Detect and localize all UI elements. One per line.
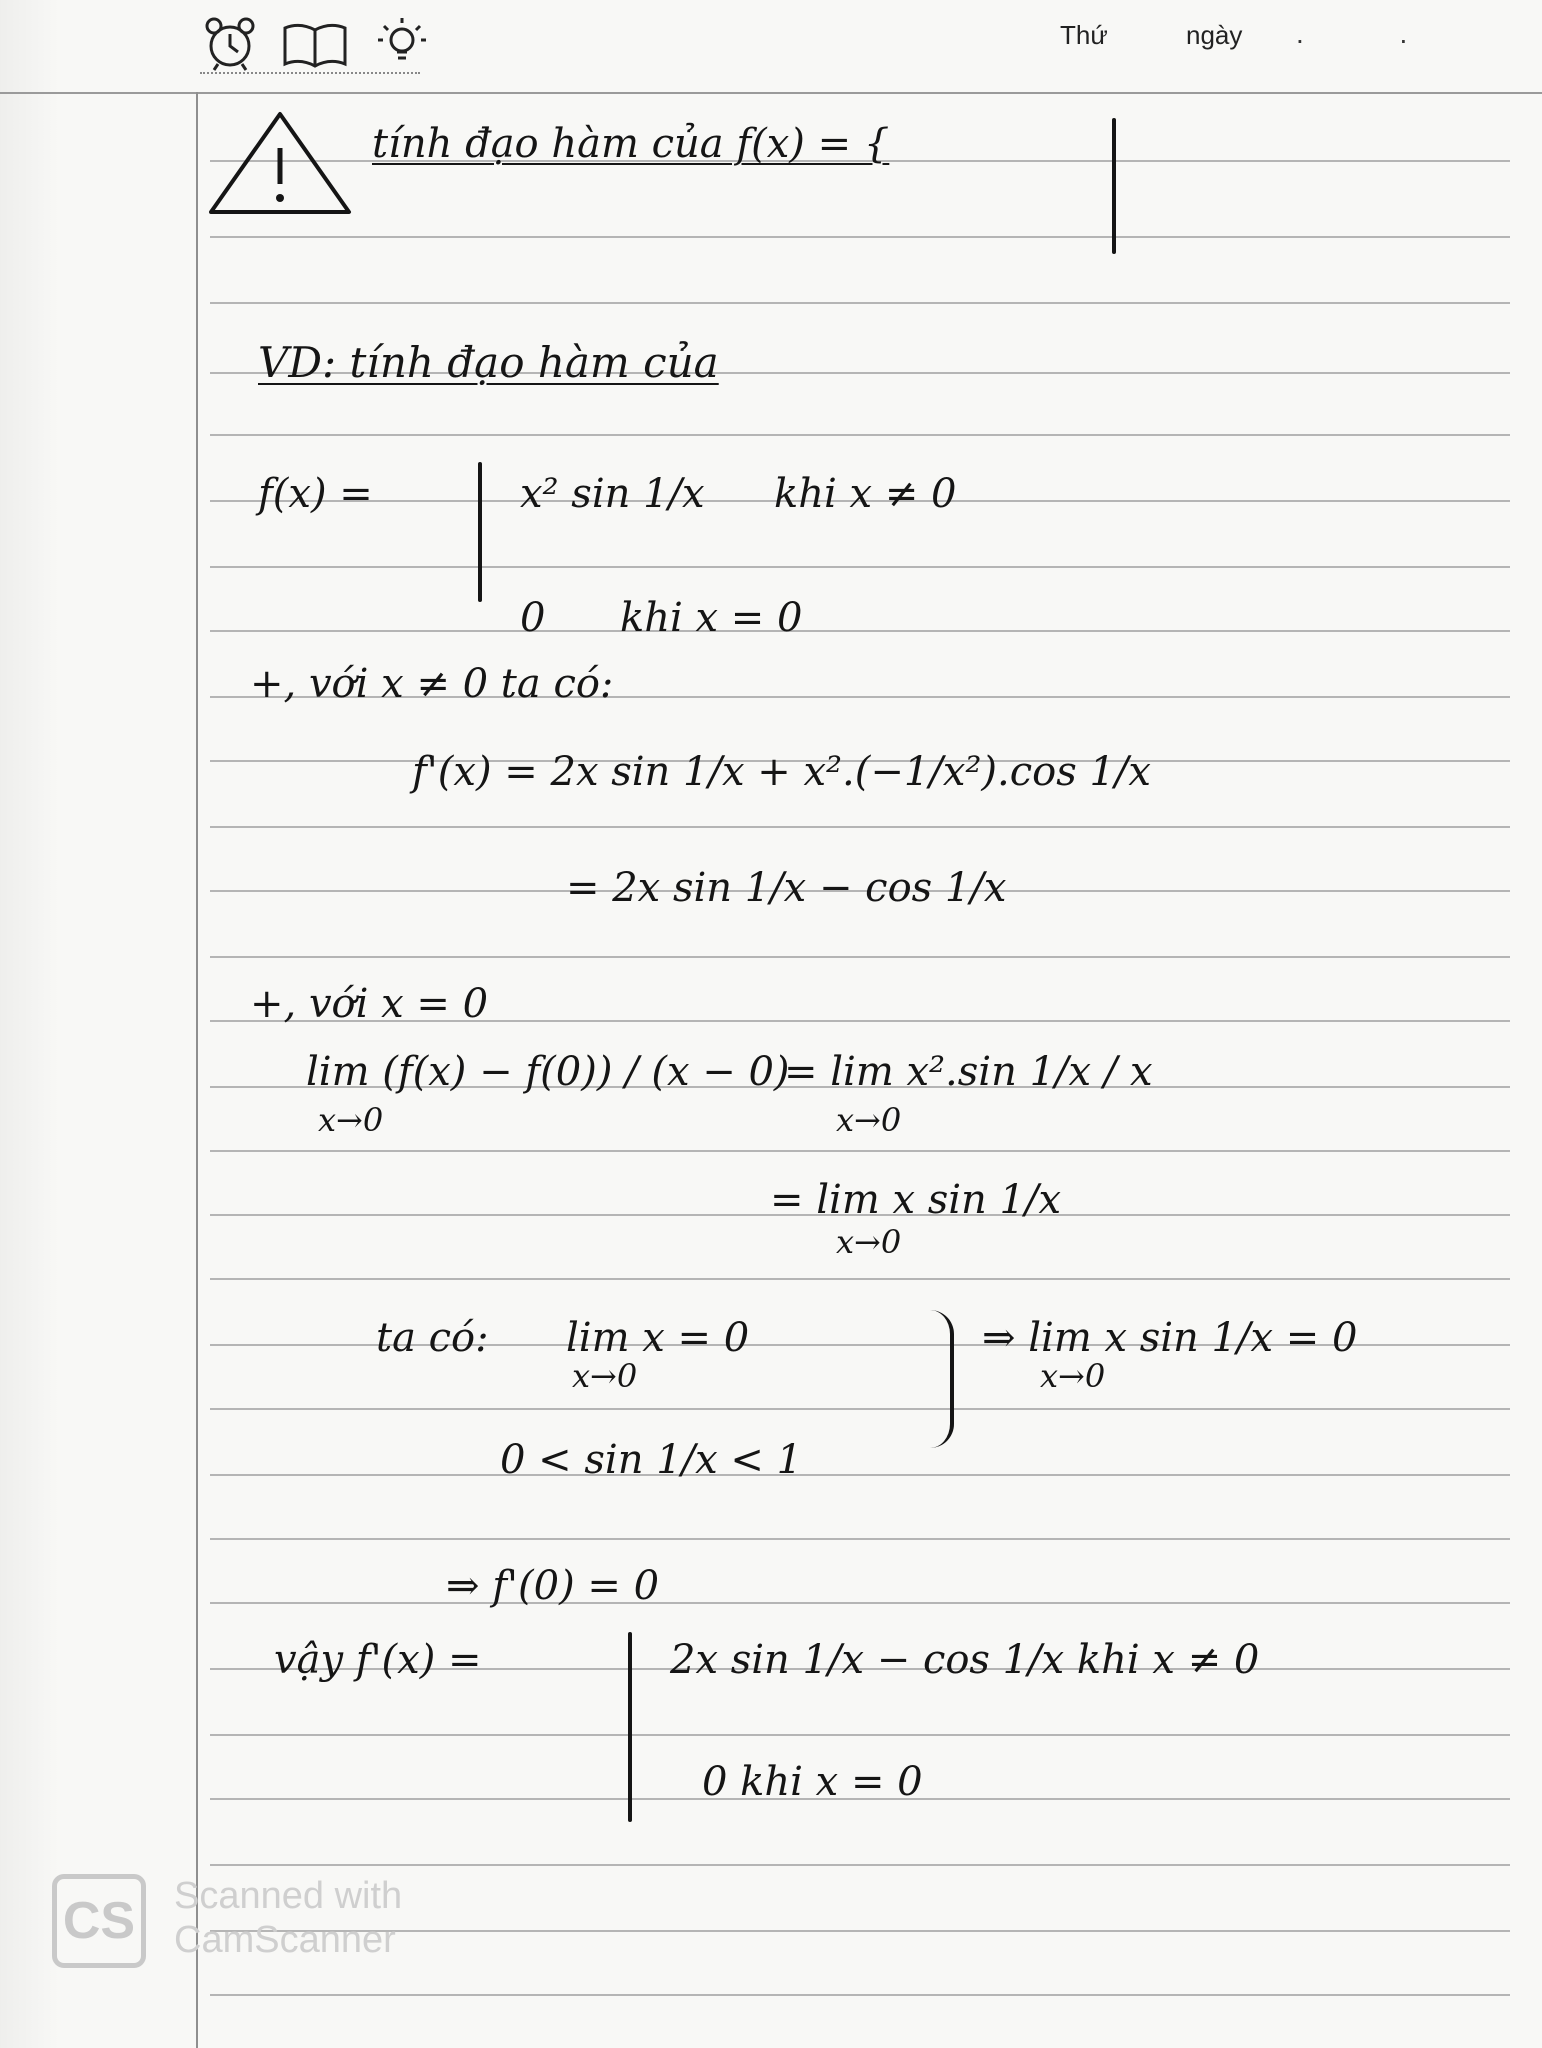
limit-lhs-sub: x→0 (318, 1101, 384, 1139)
lim-x-zero: lim x = 0 (566, 1315, 750, 1361)
alarm-clock-icon (200, 14, 260, 72)
camscanner-watermark (52, 1870, 452, 1980)
conclusion-case-2: 0 khi x = 0 (702, 1759, 923, 1805)
warning-triangle-icon (205, 108, 355, 218)
fx-brace (478, 462, 482, 602)
ruled-line (210, 566, 1510, 568)
ruled-line (210, 956, 1510, 958)
step2-text: +, với x = 0 (250, 981, 489, 1027)
ruled-line (210, 1408, 1510, 1410)
limit-rhs: = lim x².sin 1/x / x (784, 1049, 1153, 1095)
ruled-line (210, 1734, 1510, 1736)
margin-line (196, 92, 198, 2048)
example-heading: VD: tính đạo hàm của (258, 338, 719, 387)
lim-x-zero-sub: x→0 (572, 1357, 638, 1395)
ruled-line (210, 434, 1510, 436)
limit-lhs: lim (f(x) − f(0)) / (x − 0) (306, 1049, 790, 1095)
conclusion-case-1: 2x sin 1/x − cos 1/x khi x ≠ 0 (670, 1637, 1260, 1683)
ruled-line (210, 1538, 1510, 1540)
limit-rhs-sub: x→0 (836, 1101, 902, 1139)
ruled-line (210, 1602, 1510, 1604)
system-brace (930, 1310, 954, 1448)
derivative-line-2: = 2x sin 1/x − cos 1/x (566, 865, 1007, 911)
icon-underline-dots (200, 72, 420, 78)
fx-label: f(x) = (258, 471, 373, 517)
conclusion-brace (628, 1632, 632, 1822)
open-book-icon (280, 14, 350, 72)
watermark-text: Scanned with CamScanner (174, 1875, 403, 1961)
step1-text: +, với x ≠ 0 ta có: (250, 661, 614, 707)
f-prime-zero: ⇒ f'(0) = 0 (446, 1563, 660, 1609)
limit-step-2-sub: x→0 (836, 1223, 902, 1261)
ruled-line (210, 302, 1510, 304)
limit-step-2: = lim x sin 1/x (770, 1177, 1062, 1223)
header-dots: . . (1296, 18, 1452, 49)
ruled-line (210, 1864, 1510, 1866)
sine-bound: 0 < sin 1/x < 1 (500, 1437, 803, 1483)
light-bulb-icon (372, 14, 432, 72)
derivative-line-1: f'(x) = 2x sin 1/x + x².(−1/x²).cos 1/x (412, 749, 1151, 795)
case2-expr: 0 (520, 595, 546, 641)
ruled-line (210, 1994, 1510, 1996)
implies-limit: ⇒ lim x sin 1/x = 0 (982, 1315, 1358, 1361)
case1-cond: khi x ≠ 0 (774, 471, 957, 517)
conclusion-label: vậy f'(x) = (274, 1637, 482, 1683)
case2-cond: khi x = 0 (620, 595, 803, 641)
notebook-header (0, 0, 1542, 92)
camscanner-logo-icon: CS (52, 1874, 146, 1968)
title-brace (1112, 118, 1116, 254)
date-label: ngày (1186, 20, 1243, 50)
top-rule (0, 92, 1542, 94)
case1-expr: x² sin 1/x (520, 471, 705, 517)
taco-label: ta có: (376, 1315, 489, 1361)
ruled-line (210, 1474, 1510, 1476)
ruled-line (210, 1150, 1510, 1152)
day-label: Thứ (1060, 20, 1108, 50)
ruled-line (210, 1278, 1510, 1280)
ruled-line (210, 236, 1510, 238)
ruled-line (210, 630, 1510, 632)
note-title: tính đạo hàm của f(x) = { (372, 121, 890, 167)
implies-limit-sub: x→0 (1040, 1357, 1106, 1395)
ruled-line (210, 826, 1510, 828)
